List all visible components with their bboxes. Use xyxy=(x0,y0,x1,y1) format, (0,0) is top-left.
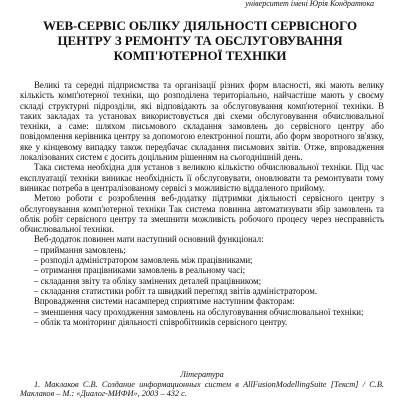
list-item: – отримання працівниками замовлень в реальному часі; xyxy=(34,265,246,276)
list-item: – складання статистики робіт та швидкий перегляд звітів адміністратором. xyxy=(34,285,318,296)
title-line-2: ЦЕНТРУ З РЕМОНТУ ТА ОБСЛУГОВУВАННЯ xyxy=(57,33,343,48)
list-item: – облік та моніторинг діяльності співробітників сервісного центру. xyxy=(34,316,288,327)
title-line-3: КОМП'ЮТЕРНОЇ ТЕХНІКИ xyxy=(113,48,287,63)
paragraph-factors-lead: Впровадження системи насамперед сприятиме наступним факторам: xyxy=(34,296,295,307)
list-item: – зменшення часу проходження замовлень на обслуговування обчислювальної техніки; xyxy=(34,306,364,317)
literature-heading: Література xyxy=(180,370,224,379)
paragraph-need: Така система необхідна для установ з великою кількістю обчислювальної техніки. Під час експлуатації техніки виникає необхідність її обслуговувати, оновлювати та ремонтувати тому виникає потреба в централізованому сервісі з можливістю віддаленого прийому. xyxy=(20,162,384,193)
list-item: – складання звіту та обліку замінених деталей працівником; xyxy=(34,275,262,286)
literature-section xyxy=(20,370,384,399)
paragraph-goal: Метою роботи є розроблення веб-додатку підтримки діяльності сервісного центру з обслуговування комп'ютерної техніки Так система повинна автоматизувати збір замовлень та облік робіт сервісного центру та змешнити можливість робочого процесу через несправність обчислювальної техніки. xyxy=(20,193,384,235)
list-item: – розподіл адміністратором замовлень між працівниками; xyxy=(34,255,253,266)
title-line-1: WEB-СЕРВІС ОБЛІКУ ДІЯЛЬНОСТІ СЕРВІСНОГО xyxy=(42,18,358,33)
paragraph-intro: Великі та середні підприємства та організації різних форм власності, які мають велику кількість комп'ютерної техніки, що розподілена територіально, найчастіше мають у своєму складі структурні підрозділи, які відповідають за обслуговування комп'ютерної техніки. В таких закладах та установах використовується дві схеми обслуговування обчислювальної техніки, а саме: шляхом письмового складання замовлень до сервісного центру або повідомлення керівника центру за допомогою електронної пошти, або форм зворотного зв'язку, яке у кінцевому випадку також передбачає складання письмових звітів. Отже, впровадження локалізованих систем є досить доцільним рішенням на сьогоднішній день. xyxy=(20,80,384,163)
list-item: – приймання замовлень; xyxy=(34,244,126,255)
author-affiliation: університет імені Юрія Кондратюка xyxy=(245,0,374,8)
paper-title xyxy=(0,18,400,63)
functions-list xyxy=(20,245,384,296)
paragraph-functions-lead: Веб-додаток повинен мати наступний основний функціонал: xyxy=(34,234,264,245)
literature-item: 1. Маклаков С.В. Создание информационных систем в AllFusionModellingSuite [Текст] / С.В. Маклаков – М.: «Диалог-МИФИ», 2003 – 432 с. xyxy=(20,379,384,398)
paper-body xyxy=(20,80,384,327)
factors-list xyxy=(20,307,384,328)
